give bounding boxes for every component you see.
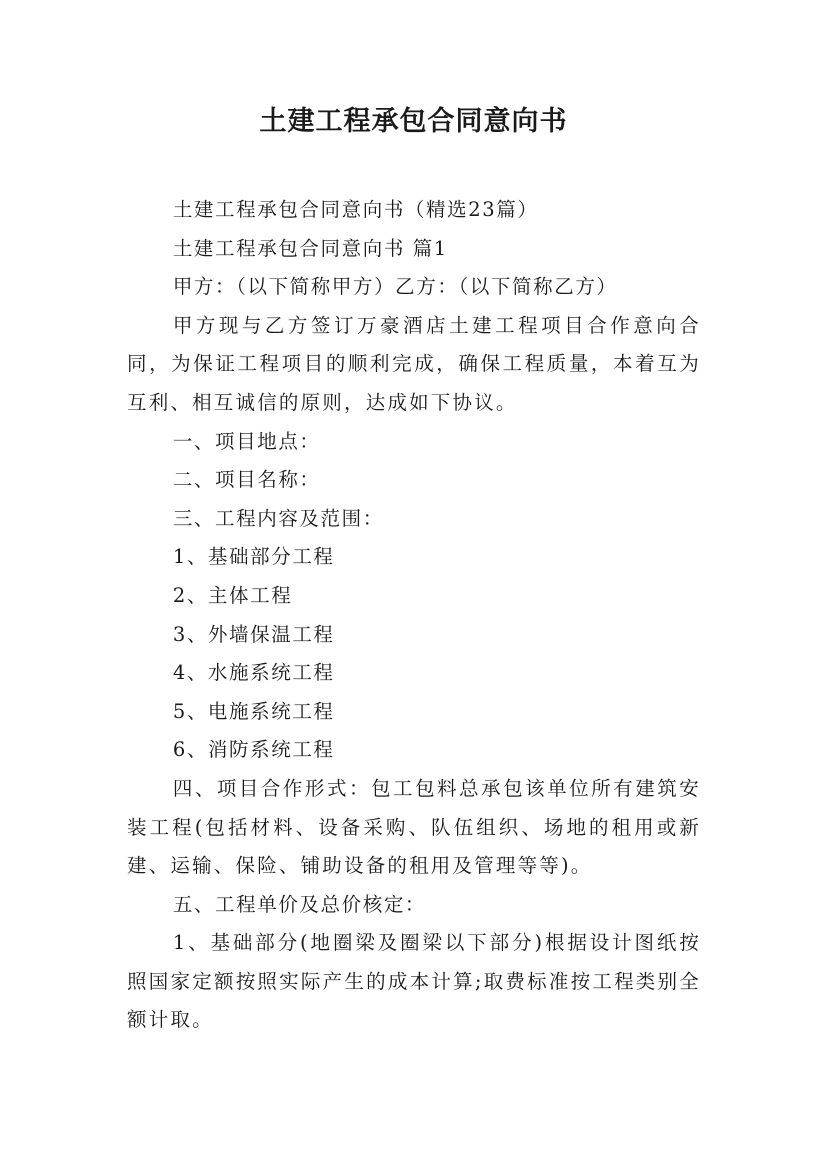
document-body bbox=[127, 191, 701, 1040]
paragraph-parties: 甲方：（以下简称甲方）乙方：（以下简称乙方） bbox=[172, 275, 618, 299]
paragraph-project-location: 一、项目地点： bbox=[172, 429, 321, 453]
paragraph-pricing-heading: 五、工程单价及总价核定： bbox=[172, 892, 427, 916]
paragraph-subtitle: 土建工程承包合同意向书（精选23篇） bbox=[172, 198, 539, 221]
list-item-foundation: 1、基础部分工程 bbox=[172, 545, 335, 569]
paragraph-foundation-pricing: 1、基础部分(地圈梁及圈梁以下部分)根据设计图纸按照国家定额按照实际产生的成本计算;取费标准按工程类别全额计取。 bbox=[127, 931, 701, 1032]
list-item-insulation: 3、外墙保温工程 bbox=[172, 622, 335, 646]
paragraph-scope-heading: 三、工程内容及范围： bbox=[172, 506, 384, 530]
paragraph-section-heading: 土建工程承包合同意向书 篇1 bbox=[172, 236, 448, 260]
paragraph-cooperation-form: 四、项目合作形式：包工包料总承包该单位所有建筑安装工程(包括材料、设备采购、队伍组织、场地的租用或新建、运输、保险、铺助设备的租用及管理等等)。 bbox=[127, 776, 701, 878]
document-title: 土建工程承包合同意向书 bbox=[259, 106, 568, 137]
list-item-water-system: 4、水施系统工程 bbox=[172, 661, 335, 685]
list-item-fire-system: 6、消防系统工程 bbox=[172, 738, 335, 762]
paragraph-project-name: 二、项目名称： bbox=[172, 468, 321, 492]
list-item-electrical-system: 5、电施系统工程 bbox=[172, 699, 335, 723]
list-item-main-structure: 2、主体工程 bbox=[172, 583, 293, 607]
paragraph-intro: 甲方现与乙方签订万豪酒店土建工程项目合作意向合同，为保证工程项目的顺利完成，确保工程质量，本着互为互利、相互诚信的原则，达成如下协议。 bbox=[127, 313, 701, 414]
